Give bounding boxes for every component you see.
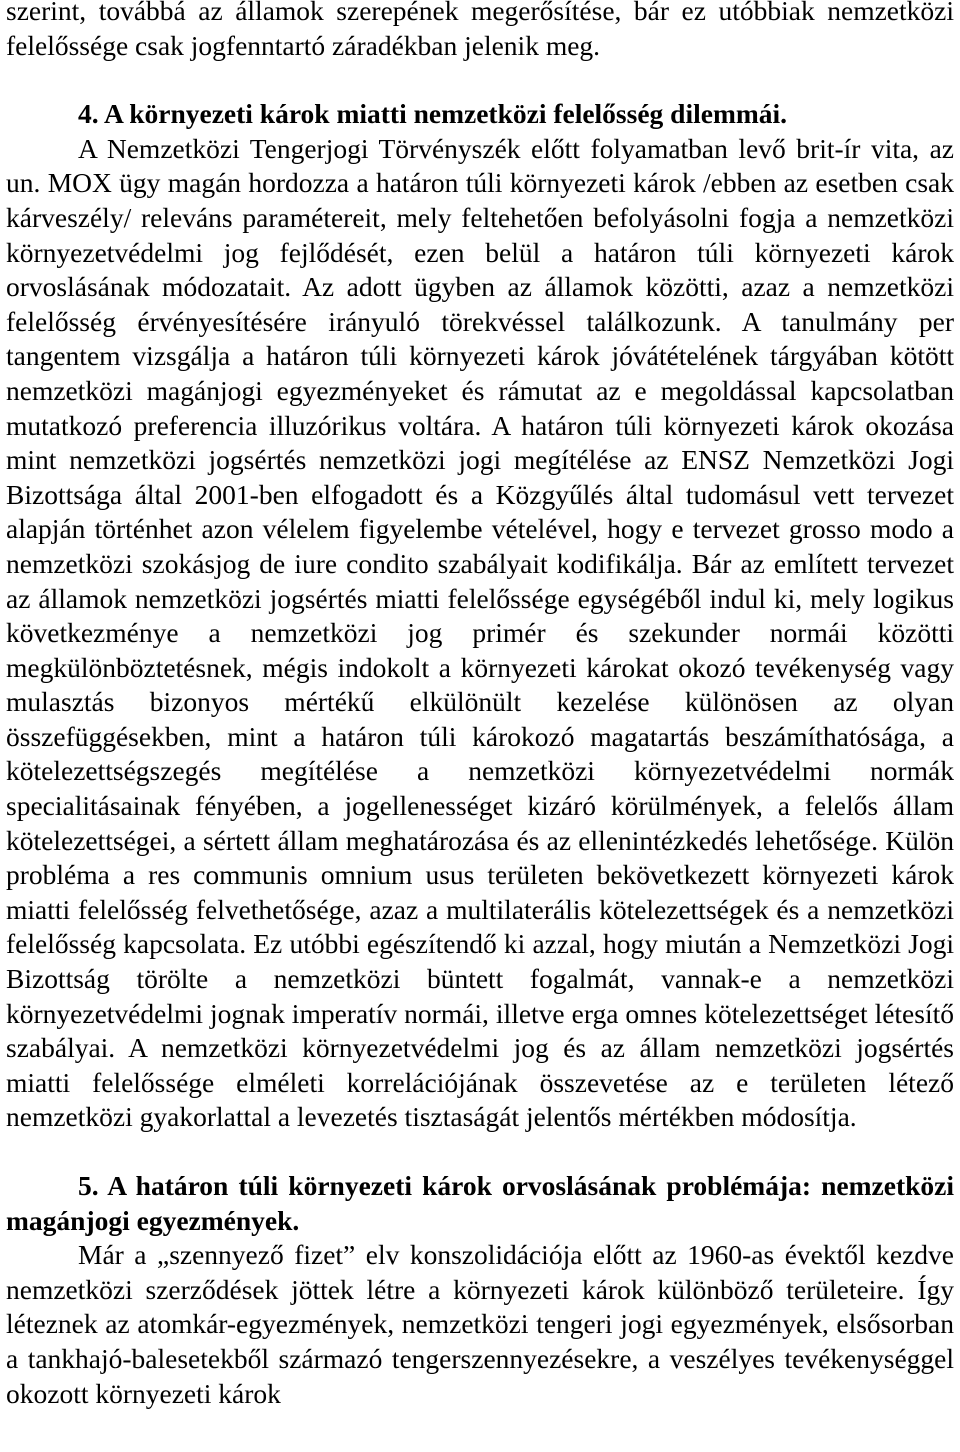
- blank-line: [6, 1135, 954, 1169]
- section-5-heading: 5. A határon túli környezeti károk orvoslásának problémája: nemzetközi magánjogi egyezmények.: [6, 1170, 954, 1236]
- section-4-heading: 4. A környezeti károk miatti nemzetközi felelősség dilemmái.: [78, 98, 788, 130]
- paragraph-fragment-top: szerint, továbbá az államok szerepének megerősítése, bár ez utóbbiak nemzetközi felelőssége csak jogfenntartó záradékban jelenik meg.: [6, 0, 954, 61]
- section-5-body: Már a „szennyező fizet” elv konszolidációja előtt az 1960-as évektől kezdve nemzetközi szerződések jöttek létre a környezeti károk különböző területeire. Így léteznek az atomkár-egyezmények, nemzetközi tengeri jogi egyezmények, elsősorban a tankhajó-balesetekből származó tengerszennyezésekre, a veszélyes tevékenységgel okozott környezeti károk: [6, 1239, 954, 1409]
- section-4-body: A Nemzetközi Tengerjogi Törvényszék előtt folyamatban levő brit-ír vita, az un. MOX ügy magán hordozza a határon túli környezeti károk /ebben az esetben csak kárveszély/ releváns paramétereit, mely feltehetően befolyásolni fogja a nemzetközi környezetvédelmi jog fejlődését, ezen belül a határon túli környezeti károk orvoslásának módozatait. Az adott ügyben az államok közötti, azaz a nemzetközi felelősség érvényesítésére irányuló törekvéssel találkozunk. A tanulmány per tangentem vizsgálja a határon túli környezeti károk jóvátételének tárgyában kötött nemzetközi magánjogi egyezményeket és rámutat az e megoldással kapcsolatban mutatkozó preferencia illuzórikus voltára. A határon túli környezeti károk okozása mint nemzetközi jogsértés nemzetközi jogi megítélése az ENSZ Nemzetközi Jogi Bizottsága által 2001-ben elfogadott és a Közgyűlés által tudomásul vett tervezet alapján történhet azon vélelem figyelembe vételével, hogy e tervezet grosso modo a nemzetközi szokásjog de iure condito szabályait kodifikálja. Bár az említett tervezet az államok nemzetközi jogsértés miatti felelőssége egységéből indul ki, mely logikus következménye a nemzetközi jog primér és szekunder normái közötti megkülönböztetésnek, mégis indokolt a környezeti károkat okozó tevékenység vagy mulasztás bizonyos mértékű elkülönült kezelése különösen az olyan összefüggésekben, mint a határon túli károkozó magatartás beszámíthatósága, a kötelezettségszegés megítélése a nemzetközi környezetvédelmi normák specialitásainak fényében, a jogellenességet kizáró körülmények, a felelős állam kötelezettségei, a sértett állam meghatározása és az ellenintézkedés lehetősége. Külön probléma a res communis omnium usus területen bekövetkezett környezeti károk miatti felelősség felvethetősége, azaz a multilaterális kötelezettségek és a nemzetközi felelősség kapcsolata. Ez utóbbi egészítendő ki azzal, hogy miután a Nemzetközi Jogi Bizottság törölte a nemzetközi büntett fogalmát, vannak-e a nemzetközi környezetvédelmi jognak imperatív normái, illetve erga omnes kötelezettséget létesítő szabályai. A nemzetközi környezetvédelmi jog és az állam nemzetközi jogsértés miatti felelőssége elméleti korrelációjának összevetése az e területen létező nemzetközi gyakorlattal a levezetés tisztaságát jelentős mértékben módosítja.: [6, 132, 954, 1133]
